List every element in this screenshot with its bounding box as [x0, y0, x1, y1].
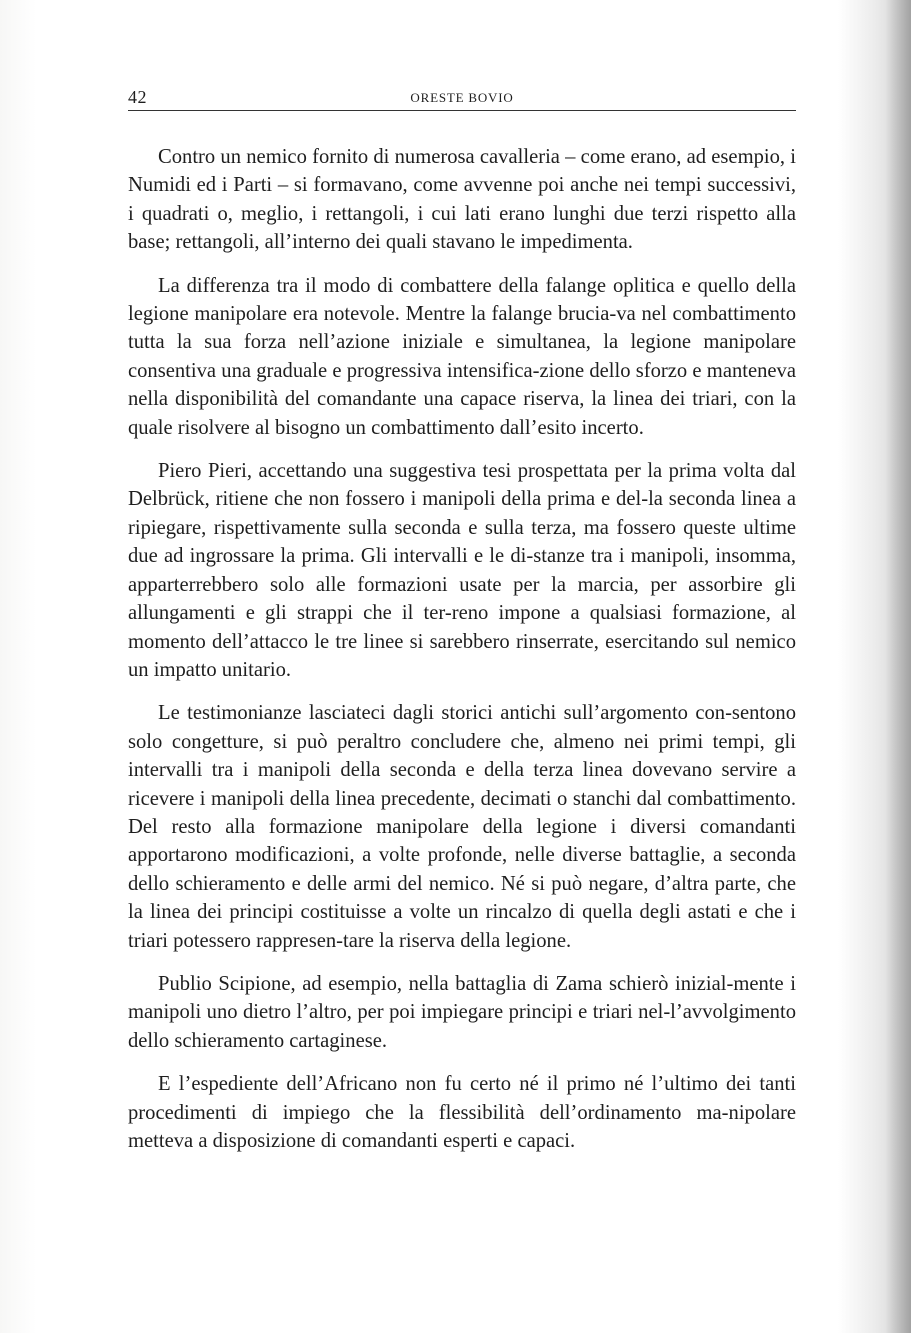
running-head: ORESTE BOVIO — [410, 90, 514, 105]
page-edge-shadow — [885, 0, 911, 1333]
paragraph: Le testimonianze lasciateci dagli storici antichi sull’argomento con-sentono solo congetture, si può peraltro concludere che, almeno nei primi tempi, gli intervalli tra i manipoli della seconda e della terza linea dovevano servire a ricevere i manipoli della linea precedente, decimati o stanchi dal combattimento. Del resto alla formazione manipolare della legione i diversi comandanti apportarono modificazioni, a volte profonde, nelle diverse battaglie, a seconda dello schieramento e delle armi del nemico. Né si può negare, d’altra parte, che la linea dei principi costituisse a volte un rincalzo di quella degli astati e che i triari potessero rappresen-tare la riserva della legione. — [128, 702, 796, 952]
paragraph: La differenza tra il modo di combattere della falange oplitica e quello della legione manipolare era notevole. Mentre la falange brucia-va nel combattimento tutta la sua forza nell’azione iniziale e simultanea, la legione manipolare consentiva una graduale e progressiva intensifica-zione dello sforzo e manteneva nella disponibilità del comandante una capace riserva, la linea dei triari, con la quale risolvere al bisogno un combattimento dall’esito incerto. — [128, 274, 796, 439]
paragraph: Publio Scipione, ad esempio, nella battaglia di Zama schierò inizial-mente i manipoli uno dietro l’altro, per poi impiegare principi e triari nel-l’avvolgimento dello schieramento cartaginese. — [128, 972, 796, 1052]
paragraph: E l’espediente dell’Africano non fu certo né il primo né l’ultimo dei tanti procedimenti di impiego che la flessibilità dell’ordinamento ma-nipolare metteva a disposizione di comandanti esperti e capaci. — [128, 1073, 796, 1152]
page-number: 42 — [128, 87, 147, 107]
paragraph: Piero Pieri, accettando una suggestiva tesi prospettata per la prima volta dal Delbrück, ritiene che non fossero i manipoli della prima e del-la seconda linea a ripiegare, rispettivamente sulla seconda e sulla terza, ma fossero queste ultime due ad ingrossare la prima. Gli intervalli e le di-stanze tra i manipoli, insomma, apparterrebbero solo alle formazioni usate per la marcia, per assorbire gli allungamenti e gli strappi che il ter-reno impone a qualsiasi formazione, al momento dell’attacco le tre linee si sarebbero rinserrate, esercitando sul nemico un impatto unitario. — [128, 460, 796, 681]
paragraph: Contro un nemico fornito di numerosa cavalleria – come erano, ad esempio, i Numidi ed i Parti – si formavano, come avvenne poi anche nei tempi successivi, i quadrati o, meglio, i rettangoli, i cui lati erano lunghi due terzi rispetto alla base; rettangoli, all’interno dei quali stavano le impedimenta. — [128, 146, 796, 254]
page-header — [128, 86, 796, 111]
body-text — [128, 143, 796, 1170]
